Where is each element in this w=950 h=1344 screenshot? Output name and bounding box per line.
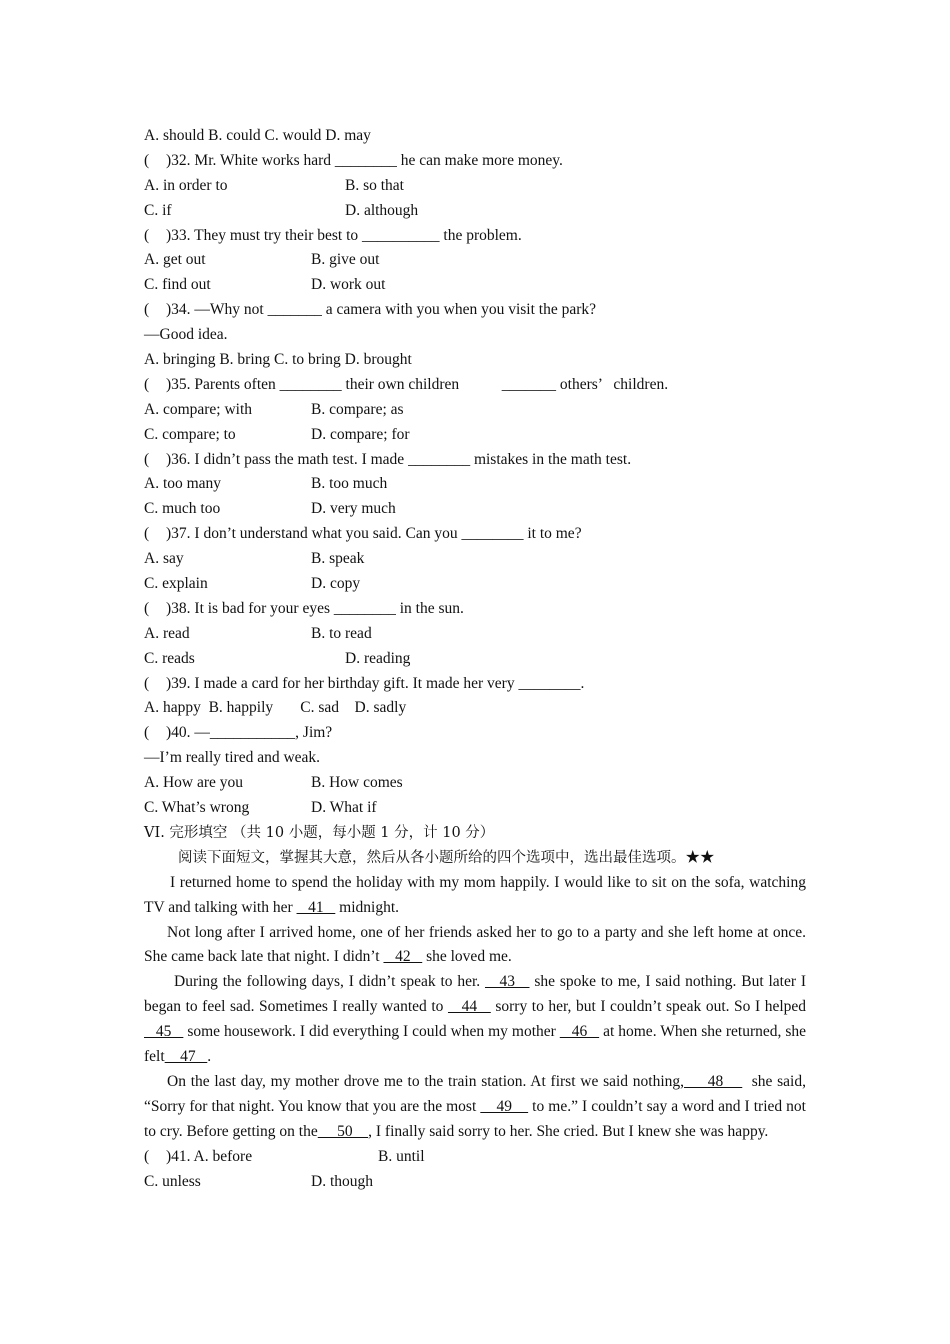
option-b: B. to read bbox=[311, 624, 372, 642]
blank-42: 42 bbox=[383, 948, 423, 966]
answer-paren: ( bbox=[144, 525, 150, 543]
question-text: )36. I didn’t pass the math test. I made ________ mistakes in the math test. bbox=[166, 450, 632, 468]
q32-options-row2 bbox=[144, 199, 806, 224]
passage-text: at home. When she returned, she felt bbox=[144, 1023, 807, 1066]
question-39 bbox=[144, 672, 806, 697]
q34-options: A. bringing B. bring C. to bring D. brought bbox=[144, 351, 412, 369]
question-text: )40. —___________, Jim? bbox=[166, 724, 333, 742]
answer-paren: ( bbox=[144, 1147, 150, 1165]
option-a: A. say bbox=[144, 550, 184, 568]
option-c: C. find out bbox=[144, 276, 211, 294]
option-b: B. until bbox=[378, 1147, 425, 1165]
blank-43: 43 bbox=[484, 973, 530, 991]
answer-paren: ( bbox=[144, 151, 150, 169]
option-c: C. reads bbox=[144, 649, 195, 667]
answer-paren: ( bbox=[144, 226, 150, 244]
question-text: )37. I don’t understand what you said. Can you ________ it to me? bbox=[166, 525, 582, 543]
passage-text: to me.” I couldn’t say a word and I tried not to cry. Before getting on the bbox=[144, 1097, 806, 1140]
option-a: A. get out bbox=[144, 251, 206, 269]
answer-paren: ( bbox=[144, 724, 150, 742]
option-c: C. What’s wrong bbox=[144, 799, 250, 817]
q38-options-row2 bbox=[144, 647, 806, 672]
q40-reply: —I’m really tired and weak. bbox=[144, 749, 321, 767]
question-41 bbox=[144, 1145, 806, 1170]
option-d: D. compare; for bbox=[311, 425, 410, 443]
option-a: A. in order to bbox=[144, 176, 228, 194]
q32-options-row1 bbox=[144, 174, 806, 199]
q33-options-row1 bbox=[144, 248, 806, 273]
option-d: D. What if bbox=[311, 799, 377, 817]
q38-options-row1 bbox=[144, 622, 806, 647]
blank-41: 41 bbox=[296, 898, 336, 916]
answer-paren: ( bbox=[144, 674, 150, 692]
question-33 bbox=[144, 224, 806, 249]
question-text: )34. —Why not _______ a camera with you when you visit the park? bbox=[166, 301, 597, 319]
blank-49: 49 bbox=[480, 1097, 529, 1115]
answer-paren: ( bbox=[144, 301, 150, 319]
passage-text: she loved me. bbox=[422, 948, 512, 966]
option-b: B. too much bbox=[311, 475, 388, 493]
option-b: B. speak bbox=[311, 550, 365, 568]
blank-50: 50 bbox=[317, 1122, 369, 1140]
blank-44: 44 bbox=[447, 998, 491, 1016]
q35-options-row2 bbox=[144, 423, 806, 448]
q31-options: A. should B. could C. would D. may bbox=[144, 127, 371, 144]
q41-options-row2 bbox=[144, 1170, 806, 1195]
option-b: B. so that bbox=[345, 176, 404, 194]
option-c: C. much too bbox=[144, 500, 221, 518]
q34-reply: —Good idea. bbox=[144, 326, 228, 344]
question-text: )38. It is bad for your eyes ________ in the sun. bbox=[166, 599, 464, 617]
q40-options-row2 bbox=[144, 796, 806, 821]
passage-text: some housework. I did everything I could when my mother bbox=[183, 1023, 560, 1041]
passage-text: , I finally said sorry to her. She cried. But I knew she was happy. bbox=[368, 1122, 769, 1140]
option-b: B. How comes bbox=[311, 774, 403, 792]
question-37 bbox=[144, 522, 806, 547]
question-38 bbox=[144, 597, 806, 622]
option-b: B. compare; as bbox=[311, 400, 404, 418]
option-c: C. unless bbox=[144, 1172, 201, 1190]
option-a: A. compare; with bbox=[144, 400, 253, 418]
option-a: A. too many bbox=[144, 475, 222, 493]
passage-text: I returned home to spend the holiday with my mom happily. I would like to sit on the sofa, watching TV and talking with her bbox=[144, 873, 806, 916]
q37-options-row1 bbox=[144, 547, 806, 572]
blank-47: 47 bbox=[164, 1048, 208, 1066]
blank-48: 48 bbox=[684, 1072, 743, 1090]
passage-text: she said, “Sorry for that night. You know that you are the most bbox=[144, 1072, 810, 1115]
q35-options-row1 bbox=[144, 398, 806, 423]
passage-paragraph-3 bbox=[144, 970, 806, 1070]
question-34 bbox=[144, 298, 806, 323]
section-instruction: 阅读下面短文，掌握其大意，然后从各小题所给的四个选项中，选出最佳选项。★★ bbox=[178, 849, 715, 866]
option-c: C. if bbox=[144, 201, 172, 219]
question-text: )41. A. before bbox=[166, 1147, 253, 1165]
option-c: C. compare; to bbox=[144, 425, 236, 443]
q37-options-row2 bbox=[144, 572, 806, 597]
passage-paragraph-1 bbox=[144, 871, 806, 921]
passage-text: Not long after I arrived home, one of her friends asked her to go to a party and she left home at once. She came back late that night. I didn’t bbox=[144, 923, 806, 966]
option-d: D. copy bbox=[311, 575, 361, 593]
passage-paragraph-4 bbox=[144, 1070, 810, 1145]
question-36 bbox=[144, 448, 806, 473]
option-c: C. explain bbox=[144, 575, 208, 593]
question-35 bbox=[144, 373, 806, 398]
option-a: A. How are you bbox=[144, 774, 244, 792]
question-text: )39. I made a card for her birthday gift. It made her very ________. bbox=[166, 674, 585, 692]
q40-options-row1 bbox=[144, 771, 806, 796]
passage-text: midnight. bbox=[335, 898, 400, 916]
option-b: B. give out bbox=[311, 251, 380, 269]
q33-options-row2 bbox=[144, 273, 806, 298]
option-d: D. reading bbox=[345, 649, 411, 667]
option-d: D. although bbox=[345, 201, 419, 219]
section-title: VI. 完形填空 （共 10 小题，每小题 1 分，计 10 分） bbox=[144, 824, 495, 841]
question-text: )32. Mr. White works hard ________ he can make more money. bbox=[166, 151, 563, 169]
q36-options-row1 bbox=[144, 472, 806, 497]
worksheet-page bbox=[144, 124, 810, 1194]
passage-text: sorry to her, but I couldn’t speak out. So I helped bbox=[490, 998, 807, 1016]
passage-text: she spoke to me, I said nothing. But later I began to feel sad. Sometimes I really wanted to bbox=[144, 973, 806, 1016]
option-a: A. read bbox=[144, 624, 190, 642]
q36-options-row2 bbox=[144, 497, 806, 522]
option-d: D. work out bbox=[311, 276, 386, 294]
answer-paren: ( bbox=[144, 450, 150, 468]
question-40 bbox=[144, 721, 806, 746]
passage-text: On the last day, my mother drove me to the train station. At first we said nothing, bbox=[167, 1072, 685, 1090]
passage-text: During the following days, I didn’t speak to her. bbox=[174, 973, 485, 991]
answer-paren: ( bbox=[144, 599, 150, 617]
question-text: )35. Parents often ________ their own children _______ others’ children. bbox=[166, 375, 669, 393]
passage-text: . bbox=[207, 1048, 212, 1066]
blank-45: 45 bbox=[144, 1023, 184, 1041]
q39-options: A. happy B. happily C. sad D. sadly bbox=[144, 699, 407, 717]
answer-paren: ( bbox=[144, 375, 150, 393]
question-text: )33. They must try their best to __________ the problem. bbox=[166, 226, 522, 244]
option-d: D. very much bbox=[311, 500, 396, 518]
option-d: D. though bbox=[311, 1172, 373, 1190]
question-32 bbox=[144, 149, 806, 174]
passage-paragraph-2 bbox=[144, 921, 806, 971]
blank-46: 46 bbox=[559, 1023, 600, 1041]
